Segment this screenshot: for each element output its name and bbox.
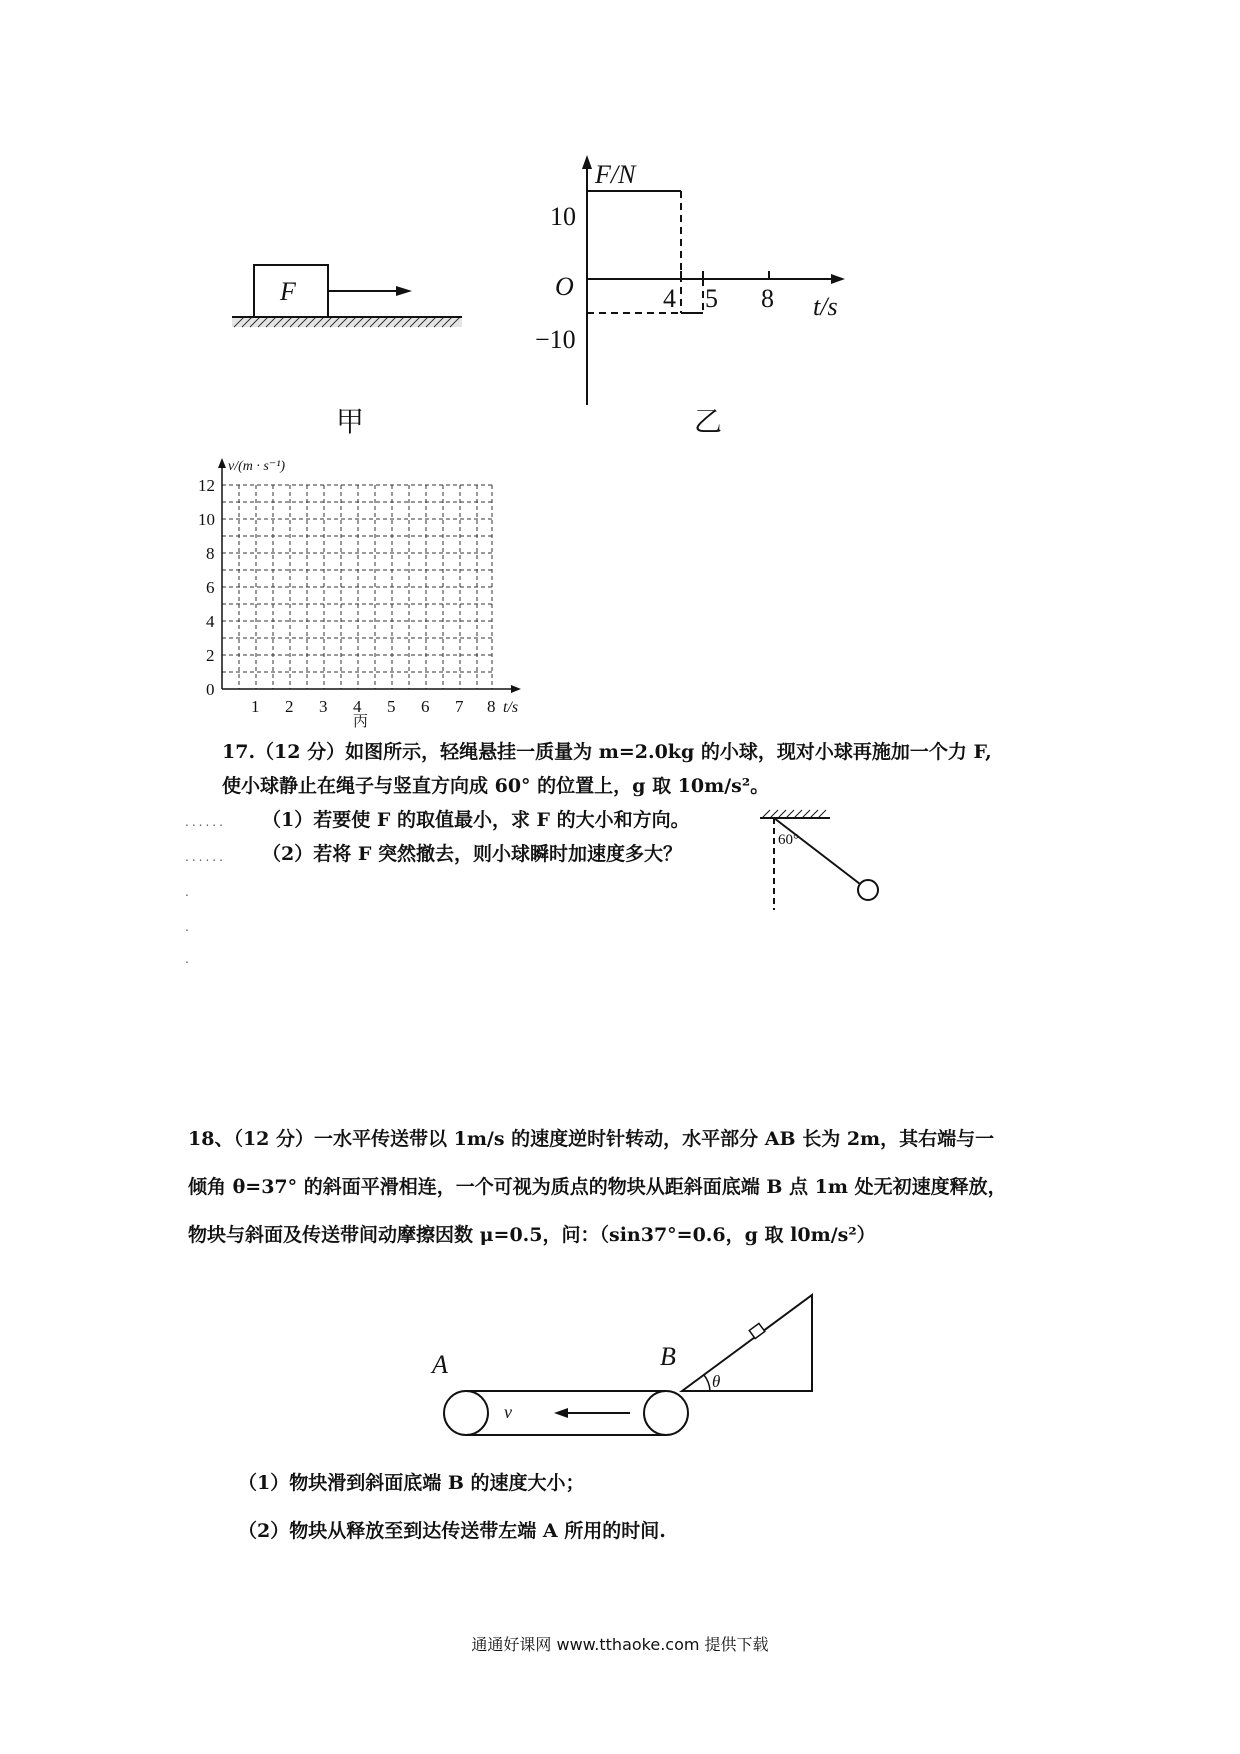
footer-source: 通通好课网 www.tthaoke.com 提供下载	[471, 1635, 769, 1654]
left-pulley	[444, 1391, 488, 1435]
x-axis-label: t/s	[813, 292, 838, 321]
y-tick-label-12: 12	[198, 476, 215, 495]
q17-pendulum-figure	[740, 806, 910, 916]
y-tick-label-10: 10	[198, 510, 215, 529]
x-tick-label-8: 8	[761, 284, 774, 313]
q18-line1: 18、（12 分）一水平传送带以 1m/s 的速度逆时针转动，水平部分 AB 长为 2m，其右端与一	[188, 1128, 995, 1150]
x-axis-label: t/s	[503, 699, 519, 716]
origin-label: O	[555, 272, 574, 301]
angle-label: 60°	[778, 832, 799, 848]
y-axis-arrow	[218, 458, 226, 468]
y-tick-label-8: 8	[206, 544, 215, 563]
figure-bing	[195, 450, 530, 728]
y-axis-arrow	[582, 155, 592, 169]
q18-line2: 倾角 θ=37° 的斜面平滑相连，一个可视为质点的物块从距斜面底端 B 点 1m 处无初速度释放，	[188, 1176, 1007, 1198]
margin-dots: ......	[185, 815, 226, 829]
x-axis-arrow	[511, 685, 521, 693]
label-a: A	[432, 1350, 448, 1379]
right-pulley	[644, 1391, 688, 1435]
label-b: B	[660, 1342, 676, 1371]
margin-dots: ......	[185, 850, 226, 864]
y-tick-label-6: 6	[206, 578, 215, 597]
y-axis-label: v/(m · s⁻¹)	[228, 459, 286, 474]
y-tick-label-2: 2	[206, 646, 215, 665]
x-tick-label-5: 5	[705, 284, 718, 313]
y-tick-10: 10	[550, 202, 576, 231]
margin-dots: .	[185, 952, 192, 966]
rope	[774, 818, 860, 884]
y-axis-label: F/N	[595, 160, 636, 189]
ceiling-hatching	[762, 810, 826, 818]
q17-part2: （2）若将 F 突然撤去，则小球瞬时加速度多大？	[262, 843, 682, 865]
small-block	[749, 1323, 765, 1338]
margin-dots: .	[185, 920, 192, 934]
x-tick-label-8: 8	[487, 697, 496, 716]
q18-part2: （2）物块从释放至到达传送带左端 A 所用的时间.	[238, 1520, 666, 1542]
q17-line1: 17.（12 分）如图所示，轻绳悬挂一质量为 m=2.0kg 的小球，现对小球再施加一个力 F,	[222, 741, 992, 763]
grid	[222, 485, 492, 689]
incline	[682, 1295, 812, 1391]
block-label: F	[280, 277, 296, 306]
figure-jia	[220, 255, 470, 335]
y-tick-neg10: −10	[535, 325, 576, 354]
y-tick-label-4: 4	[206, 612, 215, 631]
margin-dots: .	[185, 885, 192, 899]
x-tick-label-4: 4	[663, 284, 676, 313]
q18-conveyor-figure	[420, 1275, 830, 1455]
figure-yi	[535, 155, 865, 410]
belt-direction-arrow-head	[554, 1408, 568, 1418]
x-tick-label-4: 4	[353, 697, 362, 716]
angle-arc	[704, 1375, 710, 1391]
q18-part1: （1）物块滑到斜面底端 B 的速度大小；	[238, 1472, 585, 1494]
x-axis-arrow	[831, 274, 845, 284]
figure-bing-caption: 丙	[353, 714, 369, 728]
x-tick-label-3: 3	[319, 697, 328, 716]
x-tick-label-5: 5	[387, 697, 396, 716]
x-tick-label-7: 7	[455, 697, 464, 716]
x-tick-label-6: 6	[421, 697, 430, 716]
y-tick-label-0: 0	[206, 680, 215, 699]
x-tick-label-1: 1	[251, 697, 260, 716]
belt-velocity-label: v	[504, 1402, 512, 1422]
x-tick-label-2: 2	[285, 697, 294, 716]
q18-line3: 物块与斜面及传送带间动摩擦因数 μ=0.5，问：（sin37°=0.6，g 取 l0m/s²）	[188, 1224, 876, 1246]
ball	[858, 880, 878, 900]
theta-label: θ	[712, 1372, 721, 1391]
q17-part1: （1）若要使 F 的取值最小，求 F 的大小和方向。	[262, 809, 690, 831]
figure-jia-caption: 甲	[336, 405, 365, 438]
force-arrow-head	[396, 286, 412, 296]
q17-line2: 使小球静止在绳子与竖直方向成 60° 的位置上，g 取 10m/s²。	[222, 775, 770, 797]
figure-yi-caption: 乙	[694, 405, 723, 438]
